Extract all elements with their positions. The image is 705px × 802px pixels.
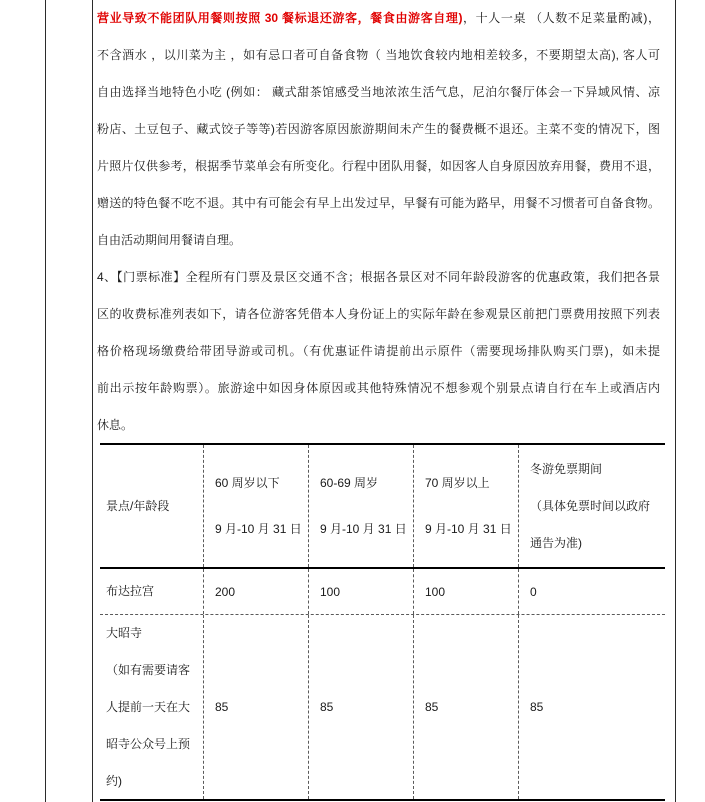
content-cell-left-border — [92, 0, 93, 802]
content-cell-right-border — [675, 0, 676, 802]
attraction-cell-line: 人提前一天在大 — [106, 699, 191, 714]
text-line-segment: 自由选择当地特色小吃 (例如： 藏式甜茶馆感受当地浓浓生活气息，尼泊尔餐厅体会一下异域风情、凉 — [97, 85, 660, 99]
table-row — [100, 615, 665, 801]
price-value: 200 — [215, 584, 236, 599]
price-cell — [203, 615, 308, 799]
meal-policy-paragraph — [97, 0, 660, 259]
attraction-name-cell — [100, 615, 203, 799]
price-value: 85 — [530, 700, 544, 714]
price-cell — [203, 569, 308, 614]
document-text-block — [97, 0, 660, 444]
text-line — [97, 333, 660, 370]
header-cell-line: 9 月-10 月 31 日 — [320, 522, 407, 536]
price-cell — [308, 569, 413, 614]
header-cell-line: 70 周岁以上 — [425, 476, 490, 490]
refund-policy-highlight-text: 营业导致不能团队用餐则按照 30 餐标退还游客，餐食由游客自理) — [97, 11, 463, 25]
price-value: 0 — [530, 584, 537, 599]
header-cell-line: 60-69 周岁 — [320, 476, 379, 490]
header-cell-line: 冬游免票期间 — [530, 461, 603, 476]
table-header-cell — [203, 445, 308, 567]
text-line-segment: 前出示按年龄购票）。旅游途中如因身体原因或其他特殊情况不想参观个别景点请自行在车上或酒店内 — [97, 381, 660, 395]
price-cell — [518, 569, 665, 614]
header-cell-line: 9 月-10 月 31 日 — [215, 522, 302, 536]
text-line — [97, 296, 660, 333]
text-line-segment: 赠送的特色餐不吃不退。其中有可能会有早上出发过早，早餐有可能为路早，用餐不习惯者可自备食物。 — [97, 196, 660, 210]
table-header-cell — [413, 445, 518, 567]
text-line — [97, 185, 660, 222]
text-line — [97, 370, 660, 407]
header-cell-line: 60 周岁以下 — [215, 476, 280, 490]
text-line-segment: 休息。 — [97, 418, 134, 432]
text-line — [97, 222, 660, 259]
text-line-segment: 区的收费标准列表如下，请各位游客凭借本人身份证上的实际年龄在参观景区前把门票费用按照下列表 — [97, 307, 660, 321]
text-line — [97, 407, 660, 444]
outer-table-left-border — [45, 0, 46, 802]
price-value: 100 — [425, 584, 446, 599]
attraction-cell-line: （如有需要请客 — [106, 662, 191, 677]
price-value: 85 — [425, 700, 439, 714]
attraction-name-cell — [100, 569, 203, 614]
price-value: 85 — [215, 700, 229, 714]
text-line-segment: 粉店、土豆包子、藏式饺子等等)若因游客原因旅游期间未产生的餐费概不退还。主菜不变的情况下，图 — [97, 122, 660, 136]
text-line — [97, 259, 660, 296]
header-cell-line: 9 月-10 月 31 日 — [425, 522, 512, 536]
table-header-row — [100, 445, 665, 569]
text-line-segment: 不含酒水 ，以川菜为主 ，如有忌口者可自备食物（ 当地饮食较内地相差较多，不要期望太高), 客人可 — [97, 48, 660, 62]
attraction-cell-line: 布达拉宫 — [106, 584, 155, 598]
text-line — [97, 74, 660, 111]
ticket-policy-paragraph — [97, 259, 660, 444]
text-line-segment: ，十人一桌 （人数不足菜量酌减)， — [462, 11, 660, 25]
text-line-segment: 格价格现场缴费给带团导游或司机。（有优惠证件请提前出示原件（需要现场排队购买门票)，如未提 — [97, 344, 660, 358]
price-cell — [308, 615, 413, 799]
price-cell — [413, 569, 518, 614]
text-line — [97, 148, 660, 185]
header-cell-line: 通告为准) — [530, 535, 582, 550]
price-cell — [518, 615, 665, 799]
text-line-segment: 4、【门票标准】全程所有门票及景区交通不含；根据各景区对不同年龄段游客的优惠政策，我们把各景 — [97, 270, 660, 284]
attraction-cell-line: 约) — [106, 773, 122, 788]
price-value: 85 — [320, 700, 334, 714]
table-header-cell — [308, 445, 413, 567]
table-row — [100, 569, 665, 615]
text-line-segment: 自由活动期间用餐请自理。 — [97, 233, 242, 247]
text-line-segment: 片照片仅供参考，根据季节菜单会有所变化。行程中团队用餐，如因客人自身原因放弃用餐，费用不退， — [97, 159, 660, 173]
text-line — [97, 111, 660, 148]
price-cell — [413, 615, 518, 799]
text-line — [97, 0, 660, 37]
text-line — [97, 37, 660, 74]
table-header-cell — [100, 445, 203, 567]
attraction-cell-line: 昭寺公众号上预 — [106, 736, 191, 751]
attraction-cell-line: 大昭寺 — [106, 625, 143, 640]
table-header-cell — [518, 445, 665, 567]
price-value: 100 — [320, 584, 341, 599]
header-cell-line: 景点/年龄段 — [106, 499, 170, 513]
ticket-price-table — [100, 443, 665, 801]
header-cell-line: （具体免票时间以政府 — [530, 498, 651, 513]
